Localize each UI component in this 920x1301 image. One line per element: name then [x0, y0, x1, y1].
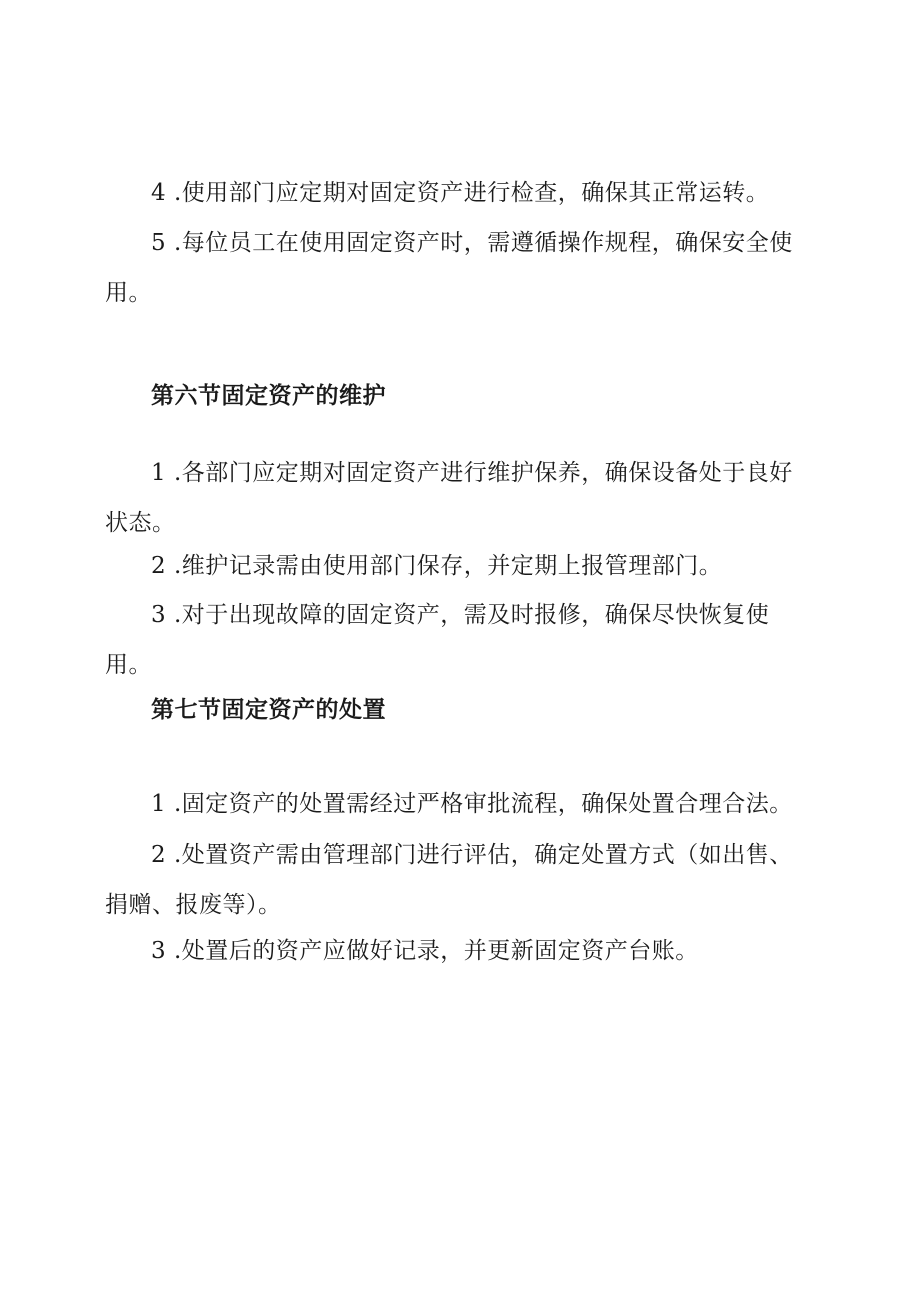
- list-item: [105, 590, 815, 690]
- item-text: .每位员工在使用固定资产时，需遵循操作规程，确保安全使用。: [105, 230, 793, 306]
- section-heading-7: 第七节固定资产的处置: [151, 697, 386, 723]
- list-item: [105, 541, 815, 591]
- list-item: [105, 830, 815, 930]
- item-number: 2: [151, 553, 167, 579]
- item-text: .使用部门应定期对固定资产进行检查，确保其正常运转。: [173, 180, 770, 206]
- item-text: .处置资产需由管理部门进行评估，确定处置方式（如出售、捐赠、报废等）。: [105, 842, 793, 918]
- item-text: .处置后的资产应做好记录，并更新固定资产台账。: [173, 938, 699, 964]
- item-number: 2: [151, 842, 167, 868]
- section-heading-6: 第六节固定资产的维护: [151, 383, 386, 409]
- list-item: [105, 926, 815, 976]
- list-item: [105, 448, 815, 548]
- item-number: 1: [151, 791, 167, 817]
- item-number: 3: [151, 938, 167, 964]
- item-text: .各部门应定期对固定资产进行维护保养，确保设备处于良好状态。: [105, 460, 793, 536]
- list-item: [105, 779, 815, 829]
- item-text: .对于出现故障的固定资产，需及时报修，确保尽快恢复使用。: [105, 602, 770, 678]
- item-number: 5: [151, 230, 167, 256]
- item-text: .维护记录需由使用部门保存，并定期上报管理部门。: [173, 553, 723, 579]
- item-number: 4: [151, 180, 167, 206]
- item-number: 3: [151, 602, 167, 628]
- item-text: .固定资产的处置需经过严格审批流程，确保处置合理合法。: [173, 791, 793, 817]
- list-item: [105, 168, 815, 218]
- list-item: [105, 218, 815, 318]
- item-number: 1: [151, 460, 167, 486]
